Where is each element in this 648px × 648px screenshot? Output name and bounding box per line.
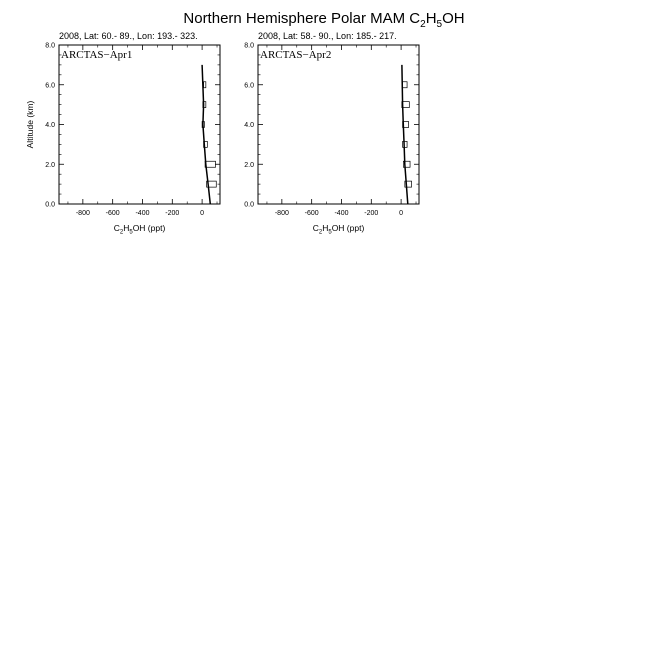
x-tick-label: 0: [200, 210, 205, 217]
x-tick-label: -400: [135, 210, 150, 217]
y-tick-label: 4.0: [244, 122, 254, 129]
y-tick-label: 6.0: [244, 82, 254, 90]
x-tick-label: -600: [304, 210, 319, 217]
x-tick-label: -800: [274, 210, 289, 217]
y-tick-label: 2.0: [45, 161, 55, 169]
x-axis-label: $C_2H_5OH$ (ppt): [113, 223, 166, 236]
x-tick-label: -200: [165, 210, 180, 217]
y-tick-label: 6.0: [45, 82, 55, 90]
x-tick-label: -800: [75, 210, 90, 217]
y-tick-label: 2.0: [244, 161, 254, 169]
panel-subtitle: 2008, Lat: 60.- 89., Lon: 193.- 323.: [59, 31, 198, 41]
y-tick-label: 0.0: [45, 201, 55, 209]
panel-label: ARCTAS−Apr1: [61, 49, 133, 61]
x-tick-label: -200: [364, 210, 379, 217]
y-tick-label: 8.0: [45, 42, 55, 50]
panel-label: ARCTAS−Apr2: [260, 49, 332, 61]
x-tick-label: 0: [399, 210, 404, 217]
panel-subtitle: 2008, Lat: 58.- 90., Lon: 185.- 217.: [258, 31, 397, 41]
y-axis-label: Altitude (km): [25, 100, 35, 149]
x-axis-label: $C_2H_5OH$ (ppt): [312, 223, 365, 236]
x-tick-label: -400: [334, 210, 349, 217]
x-tick-label: -600: [105, 210, 120, 217]
y-tick-label: 4.0: [45, 122, 55, 129]
y-tick-label: 0.0: [244, 201, 254, 209]
figure-title: Northern Hemisphere Polar MAM $C_2H_5OH$: [183, 10, 465, 30]
y-tick-label: 8.0: [244, 42, 254, 50]
